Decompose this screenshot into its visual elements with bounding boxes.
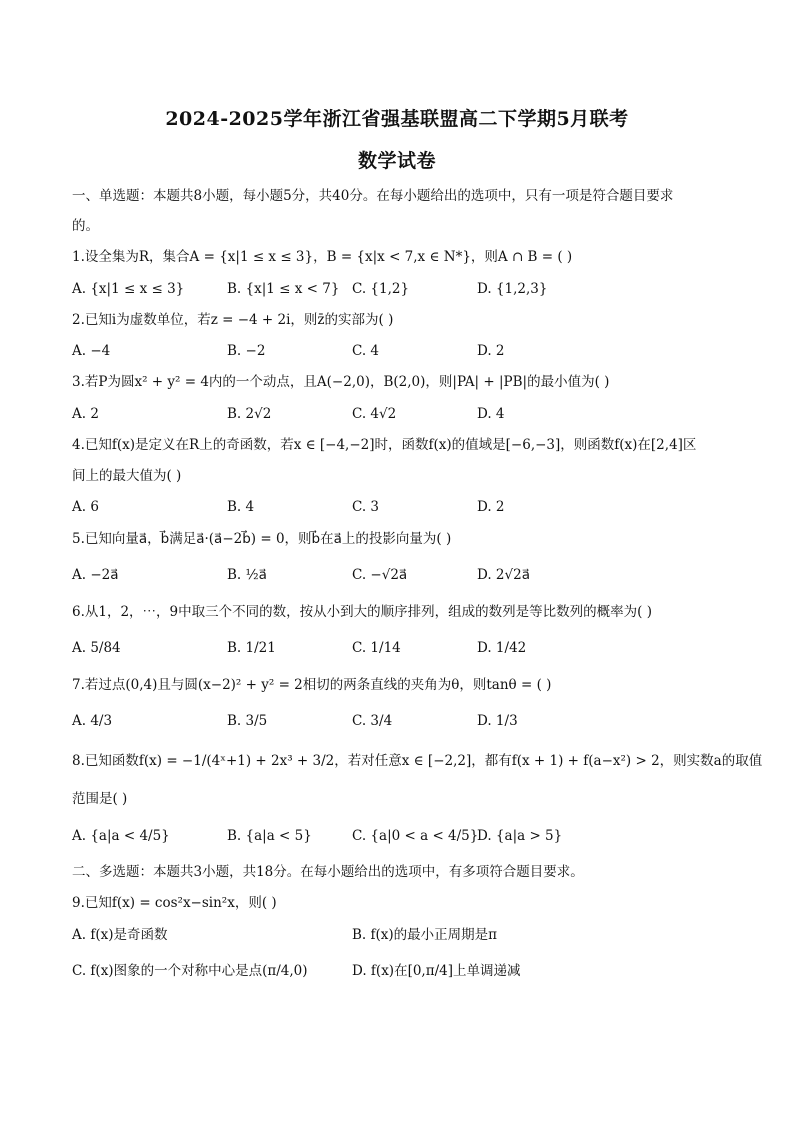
section2-heading: 二、多选题：本题共3小题，共18分。在每小题给出的选项中，有多项符合题目要求。 <box>72 864 584 880</box>
question-9-stem: 9.已知f(x) = cos²x−sin²x，则( ) <box>72 895 277 911</box>
question-6-option-d: D. 1/42 <box>477 640 527 656</box>
question-1-option-d: D. {1,2,3} <box>477 281 548 297</box>
question-5-stem: 5.已知向量a⃗，b⃗满足a⃗·(a⃗−2b⃗) = 0，则b⃗在a⃗上的投影向量为( ) <box>72 531 452 547</box>
question-6-option-a: A. 5/84 <box>72 640 121 656</box>
question-5-option-c: C. −√2a⃗ <box>352 567 408 583</box>
question-4-option-a: A. 6 <box>72 499 99 515</box>
question-9-option-b: B. f(x)的最小正周期是π <box>352 927 498 943</box>
question-9-option-c: C. f(x)图象的一个对称中心是点(π/4,0) <box>72 963 308 979</box>
question-8-option-d: D. {a|a > 5} <box>477 828 563 844</box>
section1-heading-line1: 一、单选题：本题共8小题，每小题5分，共40分。在每小题给出的选项中，只有一项是符合题目要求 <box>72 188 674 204</box>
question-4-option-c: C. 3 <box>352 499 380 515</box>
question-6-option-c: C. 1/14 <box>352 640 401 656</box>
question-6-stem: 6.从1，2，⋯，9中取三个不同的数，按从小到大的顺序排列，组成的数列是等比数列的概率为( ) <box>72 604 652 620</box>
question-2-stem: 2.已知i为虚数单位，若z = −4 + 2i，则z̄的实部为( ) <box>72 312 394 328</box>
question-2-option-c: C. 4 <box>352 343 380 359</box>
question-5-option-b: B. ½a⃗ <box>227 567 267 583</box>
question-3-option-a: A. 2 <box>72 406 99 422</box>
question-2-option-d: D. 2 <box>477 343 505 359</box>
question-3-option-b: B. 2√2 <box>227 406 272 422</box>
question-3-stem: 3.若P为圆x² + y² = 4内的一个动点，且A(−2,0)，B(2,0)，则|PA| + |PB|的最小值为( ) <box>72 374 610 390</box>
question-6-option-b: B. 1/21 <box>227 640 276 656</box>
section1-heading-line2: 的。 <box>72 218 99 234</box>
question-8-option-b: B. {a|a < 5} <box>227 828 312 844</box>
question-4-option-b: B. 4 <box>227 499 255 515</box>
question-8-stem: 8.已知函数f(x) = −1/(4ˣ+1) + 2x³ + 3/2，若对任意x ∈ [−2,2]，都有f(x + 1) + f(a−x²) > 2，则实数a的取值 <box>72 753 763 769</box>
question-9-option-d: D. f(x)在[0,π/4]上单调递减 <box>352 963 521 979</box>
question-1-option-a: A. {x|1 ≤ x ≤ 3} <box>72 281 185 297</box>
question-7-option-d: D. 1/3 <box>477 713 518 729</box>
question-7-option-a: A. 4/3 <box>72 713 113 729</box>
question-8-option-a: A. {a|a < 4/5} <box>72 828 170 844</box>
exam-subtitle: 数学试卷 <box>357 150 436 172</box>
question-7-stem: 7.若过点(0,4)且与圆(x−2)² + y² = 2相切的两条直线的夹角为θ，则tanθ = ( ) <box>72 677 552 693</box>
question-7-option-c: C. 3/4 <box>352 713 393 729</box>
question-5-option-d: D. 2√2a⃗ <box>477 567 530 583</box>
question-4-option-d: D. 2 <box>477 499 505 515</box>
question-8-option-c: C. {a|0 < a < 4/5} <box>352 828 479 844</box>
question-1-option-c: C. {1,2} <box>352 281 410 297</box>
question-7-option-b: B. 3/5 <box>227 713 268 729</box>
question-2-option-b: B. −2 <box>227 343 266 359</box>
question-8-stem-cont: 范围是( ) <box>72 791 128 807</box>
question-1-stem: 1.设全集为R，集合A = {x|1 ≤ x ≤ 3}，B = {x|x < 7,x ∈ N*}，则A ∩ B = ( ) <box>72 249 573 265</box>
question-4-stem: 4.已知f(x)是定义在R上的奇函数，若x ∈ [−4,−2]时，函数f(x)的值域是[−6,−3]，则函数f(x)在[2,4]区 <box>72 437 697 453</box>
question-2-option-a: A. −4 <box>72 343 111 359</box>
question-5-option-a: A. −2a⃗ <box>72 567 119 583</box>
question-3-option-d: D. 4 <box>477 406 505 422</box>
question-3-option-c: C. 4√2 <box>352 406 397 422</box>
question-4-stem-cont: 间上的最大值为( ) <box>72 468 182 484</box>
exam-title: 2024-2025学年浙江省强基联盟高二下学期5月联考 <box>165 108 629 130</box>
question-9-option-a: A. f(x)是奇函数 <box>72 927 168 943</box>
question-1-option-b: B. {x|1 ≤ x < 7} <box>227 281 340 297</box>
